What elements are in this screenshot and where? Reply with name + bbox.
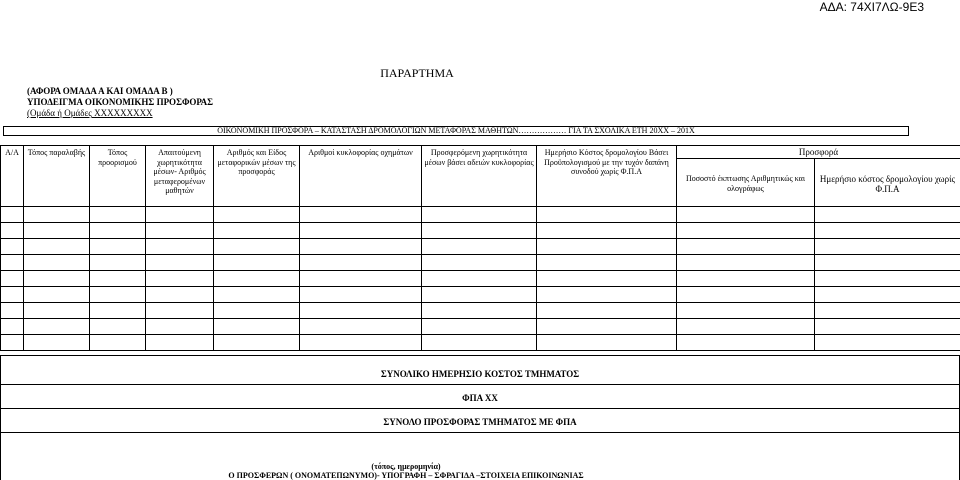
col-daily-offer-cost: Ημερήσιο κόστος δρομολογίου χωρίς Φ.Π.Α xyxy=(815,159,960,207)
offer-table xyxy=(0,145,960,351)
table-row xyxy=(1,335,960,351)
col-vehicle-count-type: Αριθμός και Είδος μεταφορικών μέσων της προσφοράς xyxy=(214,146,300,207)
col-offered-capacity: Προσφερόμενη χωρητικότητα μέσων βάσει αδειών κυκλοφορίας xyxy=(422,146,537,207)
bidder-signature-label: Ο ΠΡΟΣΦΕΡΩΝ ( ΟΝΟΜΑΤΕΠΩΝΥΜΟ)- ΥΠΟΓΡΑΦΗ – ΣΦΡΑΓΙΔΑ –ΣΤΟΙΧΕΙΑ ΕΠΙΚΟΙΝΩΝΙΑΣ xyxy=(228,471,584,480)
col-destination: Τόπος προορισμού xyxy=(90,146,146,207)
offer-banner: ΟΙΚΟΝΟΜΙΚΗ ΠΡΟΣΦΟΡΑ – ΚΑΤΑΣΤΑΣΗ ΔΡΟΜΟΛΟΓΙΩΝ ΜΕΤΑΦΟΡΑΣ ΜΑΘΗΤΩΝ……………… ΓΙΑ ΤΑ ΣΧΟΛΙΚΑ ΕΤΗ 20ΧΧ – 201Χ xyxy=(3,126,909,136)
col-daily-cost: Ημερήσιο Κόστος δρομολογίου Βάσει Προϋπολογισμού με την τυχόν δαπάνη συνοδού χωρίς Φ.Π.Α xyxy=(537,146,677,207)
divider xyxy=(1,384,959,385)
header-groups-line: (Ομάδα ή Ομάδες ΧΧΧΧΧΧΧΧΧ xyxy=(27,108,153,118)
document-code: ΑΔΑ: 74ΧΙ7ΛΩ-9Ε3 xyxy=(819,0,924,14)
place-date-label: (τόπος, ημερομηνία) xyxy=(371,462,441,471)
table-row xyxy=(1,239,960,255)
total-with-vat-label: ΣΥΝΟΛΟ ΠΡΟΣΦΟΡΑΣ ΤΜΗΜΑΤΟΣ ΜΕ ΦΠΑ xyxy=(383,417,577,427)
vat-label: ΦΠΑ ΧΧ xyxy=(462,393,498,403)
table-row xyxy=(1,319,960,335)
col-offer-group: Προσφορά xyxy=(677,146,960,159)
col-required-capacity: Απαιτούμενη χωρητικότητα μέσων- Αριθμός μεταφερομένων μαθητών xyxy=(146,146,214,207)
header-template-line: ΥΠΟΔΕΙΓΜΑ ΟΙΚΟΝΟΜΙΚΗΣ ΠΡΟΣΦΟΡΑΣ xyxy=(27,97,213,107)
header-row-1 xyxy=(1,146,960,159)
table-row xyxy=(1,223,960,239)
daily-total-label: ΣΥΝΟΛΙΚΟ ΗΜΕΡΗΣΙΟ ΚΟΣΤΟΣ ΤΜΗΜΑΤΟΣ xyxy=(380,369,580,379)
table-row xyxy=(1,271,960,287)
header-group-line: (ΑΦΟΡΑ ΟΜΑΔΑ Α ΚΑΙ ΟΜΑΔΑ Β ) xyxy=(27,86,173,96)
annex-title: ΠΑΡΑΡΤΗΜΑ xyxy=(380,66,454,80)
col-plates: Αριθμοί κυκλοφορίας οχημάτων xyxy=(300,146,422,207)
divider xyxy=(1,432,959,433)
col-pickup: Τόπος παραλαβής xyxy=(24,146,90,207)
divider xyxy=(1,408,959,409)
col-aa: Α/Α xyxy=(1,146,24,207)
col-discount: Ποσοστό έκπτωσης Αριθμητικώς και ολογράφως xyxy=(677,159,815,207)
table-row xyxy=(1,207,960,223)
table-row xyxy=(1,303,960,319)
table-row xyxy=(1,287,960,303)
table-row xyxy=(1,255,960,271)
